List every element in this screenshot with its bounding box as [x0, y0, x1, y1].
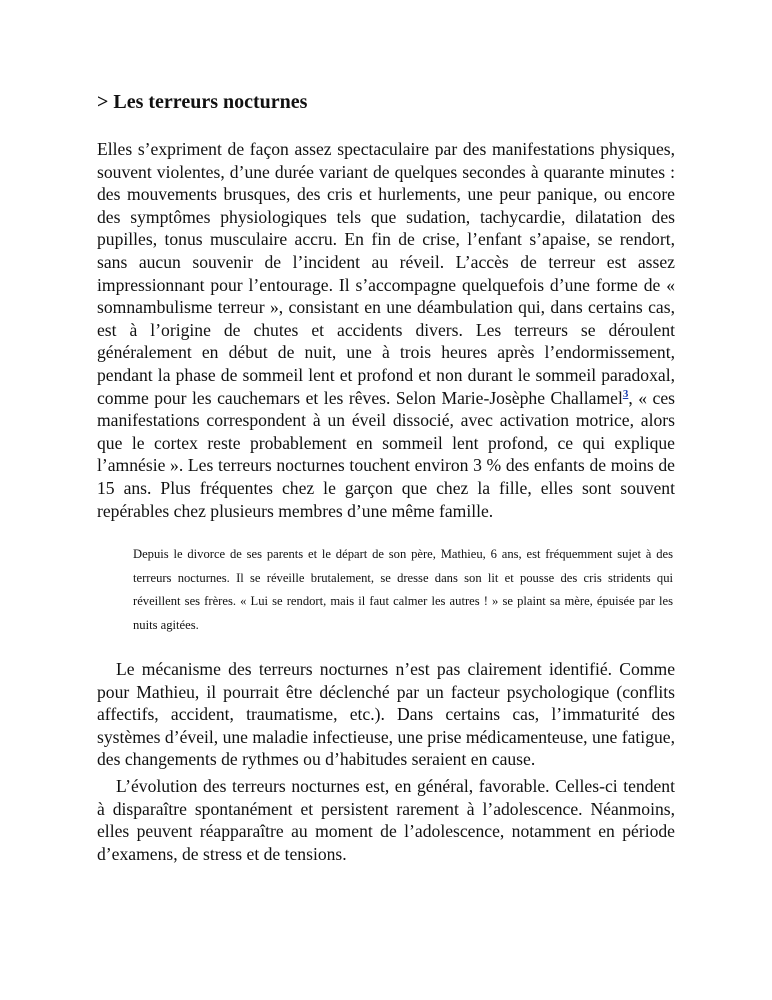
footnote-reference-link[interactable]: 3	[622, 387, 629, 400]
paragraph-terreurs-description	[97, 138, 675, 522]
paragraph-text-after-ref: , « ces manifestations correspondent à un éveil dissocié, avec activation motrice, alors que le cortex reste probablement en sommeil lent profond, ce qui explique l’amnésie ». Les terreurs nocturnes touchent environ 3 % des enfants de moins de 15 ans. Plus fréquentes chez le garçon que chez la fille, elles sont souvent repérables chez plusieurs membres d’une même famille.	[97, 387, 675, 521]
case-study-quote: Depuis le divorce de ses parents et le départ de son père, Mathieu, 6 ans, est fréquemment sujet à des terreurs nocturnes. Il se réveille brutalement, se dresse dans son lit et pousse des cris stridents qui réveillent ses frères. « Lui se rendort, mais il faut calmer les autres ! » se plaint sa mère, épuisée par les nuits agitées.	[133, 547, 673, 632]
paragraph-text-before-ref: Elles s’expriment de façon assez spectaculaire par des manifestations physiques, souvent violentes, d’une durée variant de quelques secondes à quarante minutes : des mouvements brusques, des cris et hurlements, une peur panique, ou encore des symptômes physiologiques tels que sudation, tachycardie, dilatation des pupilles, tonus musculaire accru. En fin de crise, l’enfant s’apaise, se rendort, sans aucun souvenir de l’incident au réveil. L’accès de terreur est assez impressionnant pour l’entourage. Il s’accompagne quelquefois d’une forme de « somnambulisme terreur », consistant en une déambulation qui, dans certains cas, est à l’origine de chutes et accidents divers. Les terreurs se déroulent généralement en début de nuit, une à trois heures après l’endormissement, pendant la phase de sommeil lent et profond et non durant le sommeil paradoxal, comme pour les cauchemars et les rêves. Selon Marie-Josèphe Challamel	[97, 139, 675, 408]
paragraph-evolution: L’évolution des terreurs nocturnes est, en général, favorable. Celles-ci tendent à disparaître spontanément et persistent rarement à l’adolescence. Néanmoins, elles peuvent réapparaître au moment de l’adolescence, notamment en période d’examens, de stress et de tensions.	[97, 776, 675, 864]
section-title: > Les terreurs nocturnes	[97, 91, 308, 113]
document-page	[97, 88, 675, 865]
paragraph-mechanism: Le mécanisme des terreurs nocturnes n’est pas clairement identifié. Comme pour Mathieu, il pourrait être déclenché par un facteur psychologique (conflits affectifs, accident, traumatisme, etc.). Dans certains cas, l’immaturité des systèmes d’éveil, une maladie infectieuse, une prise médicamenteuse, une fatigue, des changements de rythmes ou d’habitudes seraient en cause.	[97, 659, 675, 770]
